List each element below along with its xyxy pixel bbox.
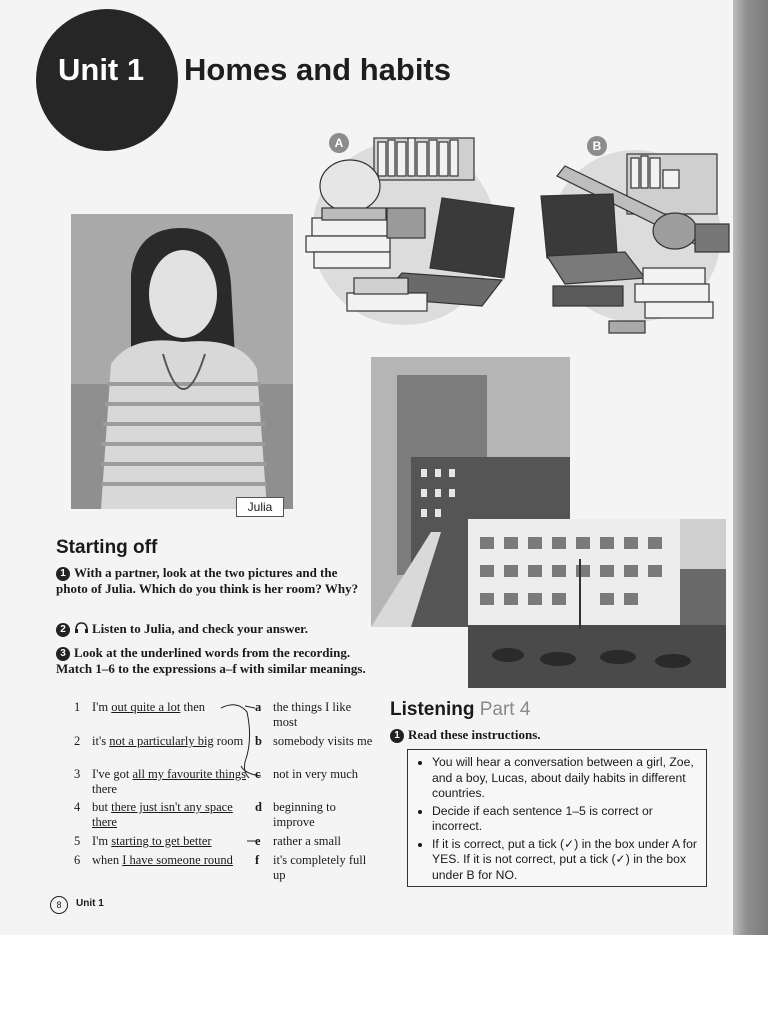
starting-off-heading: Starting off	[56, 537, 158, 558]
listening-question-1-text: Read these instructions.	[408, 727, 541, 742]
question-number: 3	[56, 647, 70, 661]
question-number: 1	[390, 729, 404, 743]
picture-b	[535, 136, 733, 350]
book-spine-shadow	[733, 0, 768, 935]
question-2	[56, 621, 366, 637]
textbook-page: Unit 1 Homes and habits A B Julia Starting off 1 With a partner, look at the two pictures and the photo of Julia. Which do you think is her room? Why? 2 Listen to Julia, and check your answer. 3 Look at the underlined words from the recording. Match 1–6 to the expressions a–f with similar meanings. 1 I'm out quite a lot then 2 it's not a particularly big room 3 I've got all my favourite things there 4 but there just isn't any space there 5 I'm starting to get better 6 when I have someone round a the things I like most b somebody visits me c not in very much d beginning to improve e rather a small f it's completely full up Listening Part 4 1 Read these instructions. • You will hear a conversation between a girl, Zoe, and a boy, Lucas, about daily habits in different countries. • Decide if each sentence 1–5 is correct or incorrect. • If it is correct, put a tick (✓) in the box under A for YES. If it is not correct, put a tick (✓) in the box under B for NO. 8 Unit 1	[0, 0, 733, 935]
picture-a	[292, 128, 522, 328]
part-label: Part 4	[479, 699, 531, 720]
instructions-box	[407, 749, 707, 887]
instruction-item: • Decide if each sentence 1–5 is correct or incorrect.	[432, 804, 698, 835]
question-number: 1	[56, 567, 70, 581]
question-2-text: Listen to Julia, and check your answer.	[92, 621, 308, 636]
instruction-item: • If it is correct, put a tick (✓) in the box under A for YES. If it is not correct, put a tick (✓) in the box under B for NO.	[432, 837, 698, 884]
instruction-item: • You will hear a conversation between a girl, Zoe, and a boy, Lucas, about daily habits in different countries.	[432, 755, 698, 802]
page-number: 8	[50, 896, 68, 914]
question-3	[56, 645, 374, 677]
question-1	[56, 565, 366, 597]
badge-a: A	[329, 133, 349, 153]
footer-unit: Unit 1	[76, 898, 104, 909]
badge-b: B	[587, 136, 607, 156]
question-number: 2	[56, 623, 70, 637]
julia-photo	[71, 214, 293, 509]
question-3-text: Look at the underlined words from the recording. Match 1–6 to the expressions a–f with similar meanings.	[56, 645, 366, 676]
listening-heading: Listening Part 4	[390, 699, 531, 720]
headphones-icon[interactable]	[74, 621, 89, 634]
question-1-text: With a partner, look at the two pictures and the photo of Julia. Which do you think is her room? Why?	[56, 565, 359, 596]
listening-question-1	[390, 727, 710, 743]
unit-label: Unit 1	[58, 52, 145, 87]
julia-caption: Julia	[236, 497, 284, 517]
unit-title: Homes and habits	[184, 52, 451, 87]
plaza-cafe-photo	[468, 519, 726, 688]
